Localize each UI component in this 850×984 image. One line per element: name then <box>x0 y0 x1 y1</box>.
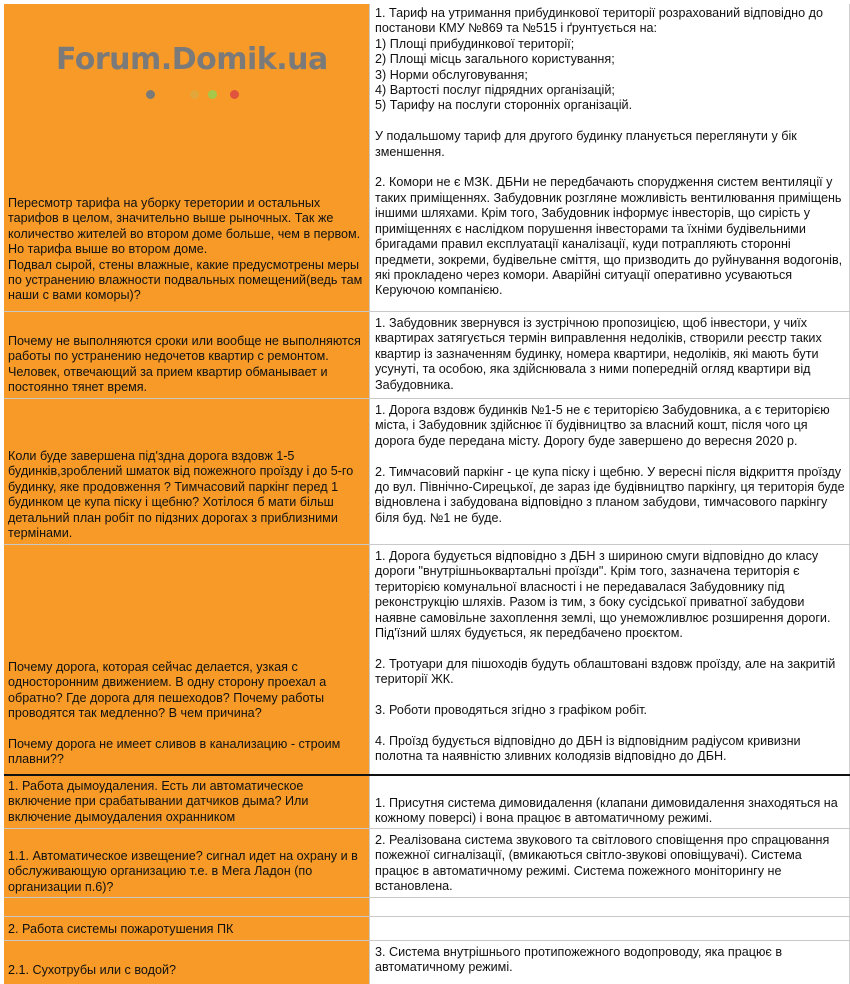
answer-text: 1. Тариф на утримання прибудинкової території розрахований відповідно до постанови КМУ №869 та №515 і ґрунтується на: 1) Площі прибудинкової території; 2) Площі місць загального користування; 3) Норми обслуговування; 4) Вартості послуг підрядних організацій; 5) Тарифу на послуги сторонніх організацій. У подальшому тариф для другого будинку планується переглянути у бік зменшення. 2. Комори не є МЗК. ДБНи не передбачають спорудження систем вентиляції у таких приміщеннях. Забудовник розгляне можливість вентилювання приміщень іншими шляхами. Крім того, Забудовник інформує інвесторів, що сирість у приміщеннях є наслідком порушення інвесторами та їхніми будівельними бригадами правил експлуатації каналізації, куди потрапляють сторонні предмети, зокреми, будівельне сміття, що призводить до руйнування водогонів, які прокладено через комори. Аварійні ситуації оперативно усуваються Керуючою компанією. <box>375 6 843 298</box>
answer-text: 1. Присутня система димовидалення (клапани димовидалення знаходяться на кожному поверсі) і вона працює в автоматичному режимі. <box>375 796 838 826</box>
table-row <box>4 776 850 829</box>
logo-text: Forum.Domik.ua <box>56 42 328 77</box>
question-cell <box>4 545 370 774</box>
question-cell <box>4 776 370 828</box>
question-cell <box>4 312 370 398</box>
answer-cell <box>370 4 850 311</box>
question-text: Пересмотр тарифа на уборку теретории и остальных тарифов в целом, значительно выше рыночных. Так же количество жителей во втором доме больше, чем в первом. Но тарифа выше во втором доме. Подвал сырой, стены влажные, какие предусмотрены меры по устранению влажности подвальных помещений(ведь там наши с вами коморы)? <box>8 196 363 303</box>
answer-cell <box>370 399 850 544</box>
question-text: Коли буде завершена під'здна дорога вздовж 1-5 будинків,зроблений шматок від пожежного проїзду і до 5-го будинку, яке продовження ? Тимчасовий паркінг перед 1 будинком це купа піску і щебню? Хотілося б мати більш детальний план робіт по підзних дорогах з приблизними термінами. <box>8 449 354 541</box>
answer-cell <box>370 776 850 828</box>
table-row <box>4 399 850 545</box>
table-row <box>4 312 850 399</box>
question-cell <box>4 399 370 544</box>
answer-text: 1. Дорога вздовж будинків №1-5 не є територією Забудовника, а є територією міста, і Забудовник здійснює її будівництво за власний кошт, після чого ця дорога буде передана місту. Дорогу буде завершено до вересня 2020 р. 2. Тимчасовий паркінг - це купа піску і щебню. У вересні після відкриття проїзду до вул. Північно-Сирецької, де зараз іде будівництво паркінгу, ця територія буде відновлена і забудована відповідно з планом забудови, тимчасового паркінгу біля буд. №1 не буде. <box>375 403 845 525</box>
table-row <box>4 4 850 312</box>
table-row <box>4 898 850 917</box>
logo-dot-icon <box>208 90 217 99</box>
question-text: Почему не выполняются сроки или вообще не выполняются работы по устранению недочетов квартир с ремонтом. Человек, отвечающий за прием квартир обманывает и постоянно тянет время. <box>8 334 361 395</box>
answer-cell <box>370 917 850 940</box>
logo-dot-icon <box>190 90 199 99</box>
table-row <box>4 941 850 984</box>
question-text: 1.1. Автоматическое извещение? сигнал идет на охрану и в обслуживающую организацию т.е. в Мега Ладон (по организации п.6)? <box>8 849 358 894</box>
answer-text: 3. Система внутрішнього протипожежного водопроводу, яка працює в автоматичному режимі. <box>375 945 783 975</box>
answer-cell <box>370 941 850 984</box>
logo-dot-icon <box>230 90 239 99</box>
answer-cell <box>370 898 850 916</box>
question-cell <box>4 4 370 311</box>
answer-text: 2. Реалізована система звукового та світлового сповіщення про спрацювання пожежної сигналізації, (вмикаються світло-звукові оповіщувачі). Система працює в автоматичному режимі. Система пожежного моніторингу не встановлена. <box>375 833 830 894</box>
question-text: 1. Работа дымоудаления. Есть ли автоматическое включение при срабатывании датчиков дыма? Или включение дымоудаления охранником <box>8 779 309 824</box>
question-cell <box>4 898 370 916</box>
table-row <box>4 545 850 776</box>
answer-cell <box>370 829 850 897</box>
question-cell <box>4 941 370 984</box>
question-text: 2. Работа системы пожаротушения ПК <box>8 922 234 936</box>
question-text: 2.1. Сухотрубы или с водой? <box>8 963 176 977</box>
question-text: Почему дорога, которая сейчас делается, узкая с односторонним движением. В одну сторону проехал а обратно? Где дорога для пешеходов? Почему работы проводятся так медленно? В чем причина? Почему дорога не имеет сливов в канализацию - строим плавни?? <box>8 660 341 767</box>
logo-dot-icon <box>146 90 155 99</box>
answer-text: 1. Забудовник звернувся із зустрічною пропозицією, щоб інвестори, у чиїх квартирах затягується термін виправлення недоліків, створили реєстр таких квартир із зазначенням будинку, номера квартири, недоліків, які мають бути усунуті, та особою, яка здійснювала з ними попередній огляд квартири від Забудовника. <box>375 316 822 392</box>
answer-cell <box>370 312 850 398</box>
forum-logo <box>56 42 328 102</box>
table-row <box>4 917 850 941</box>
table-row <box>4 829 850 898</box>
answer-text: 1. Дорога будується відповідно з ДБН з шириною смуги відповідно до класу дороги "внутрішньоквартальні проїзди". Крім того, зазначена територія є територією комунальної власності і не передавалася Забудовнику під реконструкцію шляхів. Разом із тим, з боку сусідської приватної забудови наявне самовільне захоплення землі, що унеможливлює розширення дороги. Під'їзний шлях будується, як передбачено проєктом. 2. Тротуари для пішоходів будуть облаштовані вздовж проїзду, але на закритій території ЖК. 3. Роботи проводяться згідно з графіком робіт. 4. Проїзд будується відповідно до ДБН із відповідним радіусом кривизни полотна та наявністю зливних колодязів відповідно до ДБН. <box>375 549 836 764</box>
answer-cell <box>370 545 850 774</box>
question-cell <box>4 917 370 940</box>
question-cell <box>4 829 370 897</box>
